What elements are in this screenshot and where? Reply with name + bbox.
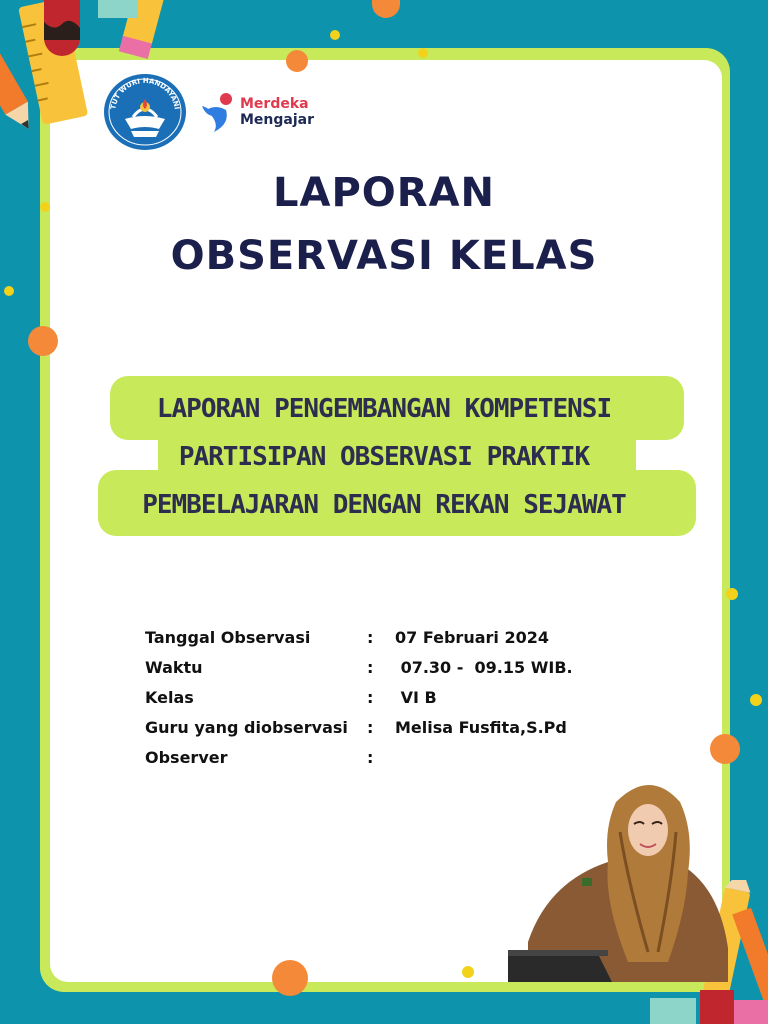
decor-dot: [28, 326, 58, 356]
decor-dot: [750, 694, 762, 706]
decor-dot: [726, 588, 738, 600]
merdeka-mengajar-logo: [202, 92, 332, 134]
merdeka-mengajar-icon: [202, 92, 236, 134]
info-label: Observer: [145, 748, 228, 767]
info-value: VI B: [395, 688, 437, 707]
page-title-line-1: LAPORAN: [273, 170, 495, 216]
banner-line-2: PARTISIPAN OBSERVASI PRAKTIK: [178, 442, 590, 472]
info-colon: :: [367, 718, 374, 737]
info-colon: :: [367, 748, 374, 767]
merdeka-text: Merdeka: [240, 96, 309, 112]
info-label: Tanggal Observasi: [145, 628, 311, 647]
info-label: Guru yang diobservasi: [145, 718, 348, 737]
decor-dot: [372, 0, 400, 18]
banner-line-1: LAPORAN PENGEMBANGAN KOMPETENSI: [156, 394, 612, 424]
info-colon: :: [367, 688, 374, 707]
teacher-photo: [508, 772, 768, 982]
decor-dot: [710, 734, 740, 764]
info-value: 07 Februari 2024: [395, 628, 549, 647]
mengajar-text: Mengajar: [240, 112, 315, 128]
decor-dot: [4, 286, 14, 296]
page-title-line-2: OBSERVASI KELAS: [170, 233, 598, 279]
info-colon: :: [367, 658, 374, 677]
decor-dot: [272, 960, 308, 996]
decor-dot: [462, 966, 474, 978]
info-label: Kelas: [145, 688, 194, 707]
info-value: 07.30 - 09.15 WIB.: [395, 658, 573, 677]
tut-wuri-handayani-logo: [103, 73, 187, 151]
decor-dot: [286, 50, 308, 72]
decor-dot: [418, 48, 428, 58]
tut-wuri-arc-text: TUT WURI HANDAYANI: [109, 76, 181, 111]
info-label: Waktu: [145, 658, 203, 677]
banner-line-3: PEMBELAJARAN DENGAN REKAN SEJAWAT: [142, 490, 626, 520]
info-value: Melisa Fusfita,S.Pd: [395, 718, 567, 737]
decor-dot: [330, 30, 340, 40]
info-colon: :: [367, 628, 374, 647]
